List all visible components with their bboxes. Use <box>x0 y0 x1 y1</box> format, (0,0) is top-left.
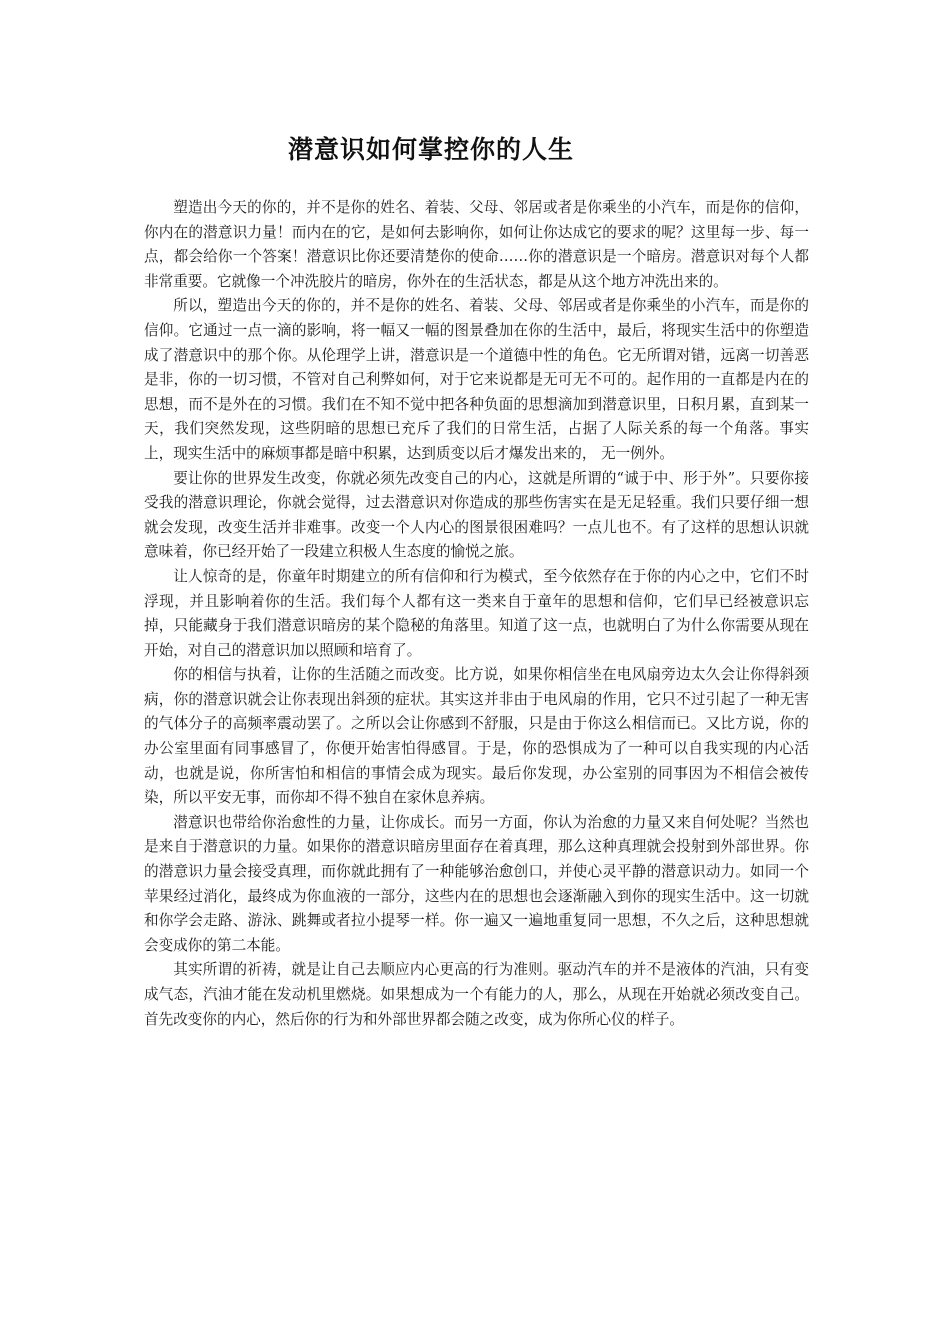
paragraph-6: 潜意识也带给你治愈性的力量，让你成长。而另一方面，你认为治愈的力量又来自何处呢？当然也是来自于潜意识的力量。如果你的潜意识暗房里面存在着真理，那么这种真理就会投射到外部世界。你的潜意识力量会接受真理，而你就此拥有了一种能够治愈创口，并使心灵平静的潜意识动力。如同一个苹果经过消化，最终成为你血液的一部分，这些内在的思想也会逐渐融入到你的现实生活中。这一切就和你学会走路、游泳、跳舞或者拉小提琴一样。你一遍又一遍地重复同一思想，不久之后，这种思想就会变成你的第二本能。 <box>144 813 809 954</box>
paragraph-3: 要让你的世界发生改变，你就必须先改变自己的内心，这就是所谓的“诚于中、形于外”。只要你接受我的潜意识理论，你就会觉得，过去潜意识对你造成的那些伤害实在是无足轻重。我们只要仔细一想就会发现，改变生活并非难事。改变一个人内心的图景很困难吗？一点儿也不。有了这样的思想认识就意味着，你已经开始了一段建立积极人生态度的愉悦之旅。 <box>144 469 809 561</box>
paragraph-5: 你的相信与执着，让你的生活随之而改变。比方说，如果你相信坐在电风扇旁边太久会让你得斜颈病，你的潜意识就会让你表现出斜颈的症状。其实这并非由于电风扇的作用，它只不过引起了一种无害的气体分子的高频率震动罢了。之所以会让你感到不舒服，只是由于你这么相信而已。又比方说，你的办公室里面有同事感冒了，你便开始害怕得感冒。于是，你的恐惧成为了一种可以自我实现的内心活动，也就是说，你所害怕和相信的事情会成为现实。最后你发现，办公室别的同事因为不相信会被传染，所以平安无事，而你却不得不独自在家休息养病。 <box>144 666 809 807</box>
paragraph-4: 让人惊奇的是，你童年时期建立的所有信仰和行为模式，至今依然存在于你的内心之中，它们不时浮现，并且影响着你的生活。我们每个人都有这一类来自于童年的思想和信仰，它们早已经被意识忘掉，只能藏身于我们潜意识暗房的某个隐秘的角落里。知道了这一点，也就明白了为什么你需要从现在开始，对自己的潜意识加以照顾和培育了。 <box>144 567 809 659</box>
document-body <box>144 196 809 1032</box>
paragraph-2: 所以，塑造出今天的你的，并不是你的姓名、着装、父母、邻居或者是你乘坐的小汽车，而是你的信仰。它通过一点一滴的影响，将一幅又一幅的图景叠加在你的生活中，最后，将现实生活中的你塑造成了潜意识中的那个你。从伦理学上讲，潜意识是一个道德中性的角色。它无所谓对错，远离一切善恶是非，你的一切习惯，不管对自己利弊如何，对于它来说都是无可无不可的。起作用的一直都是内在的思想，而不是外在的习惯。我们在不知不觉中把各种负面的思想滴加到潜意识里，日积月累，直到某一天，我们突然发现，这些阴暗的思想已充斥了我们的日常生活，占据了人际关系的每一个角落。事实上，现实生活中的麻烦事都是暗中积累，达到质变以后才爆发出来的， 无一例外。 <box>144 297 809 462</box>
document-title: 潜意识如何掌控你的人生 <box>287 135 574 164</box>
paragraph-1: 塑造出今天的你的，并不是你的姓名、着装、父母、邻居或者是你乘坐的小汽车，而是你的信仰，你内在的潜意识力量！而内在的它，是如何去影响你，如何让你达成它的要求的呢？这里每一步、每一点，都会给你一个答案！潜意识比你还要清楚你的使命……你的潜意识是一个暗房。潜意识对每个人都非常重要。它就像一个冲洗胶片的暗房，你外在的生活状态，都是从这个地方冲洗出来的。 <box>144 199 809 290</box>
paragraph-7: 其实所谓的祈祷，就是让自己去顺应内心更高的行为准则。驱动汽车的并不是液体的汽油，只有变成气态，汽油才能在发动机里燃烧。如果想成为一个有能力的人，那么，从现在开始就必须改变自己。首先改变你的内心，然后你的行为和外部世界都会随之改变，成为你所心仪的样子。 <box>144 961 809 1028</box>
